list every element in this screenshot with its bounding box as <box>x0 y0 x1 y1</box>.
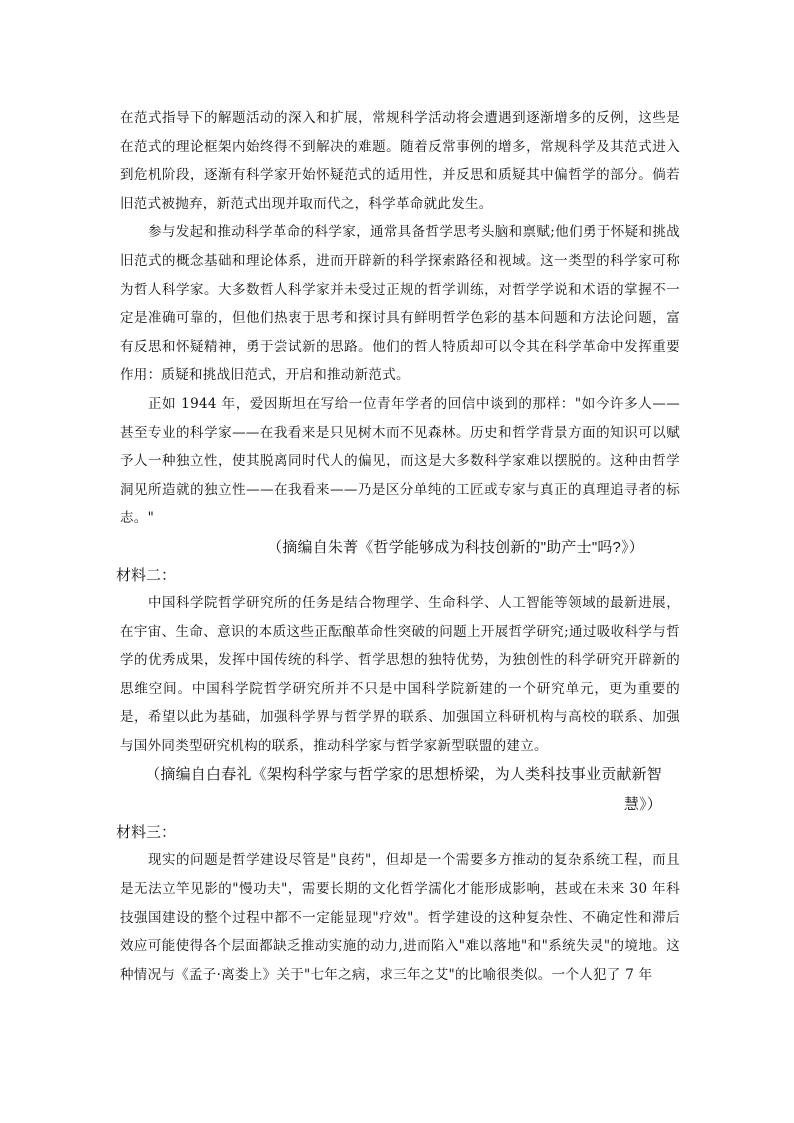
paragraph-einstein-quote: 正如 1944 年，爱因斯坦在写给一位青年学者的回信中谈到的那样："如今许多人——甚至专业的科学家——在我看来是只见树木而不见森林。历史和哲学背景方面的知识可以赋予人一种独立性，使其脱离同时代人的偏见，而这是大多数科学家难以摆脱的。这种由哲学洞见所造就的独立性——在我看来——乃是区分单纯的工匠或专家与真正的真理追寻者的标志。" <box>120 395 680 527</box>
paragraph-philosophy-building: 现实的问题是哲学建设尽管是"良药"，但却是一个需要多方推动的复杂系统工程，而且是无法立竿见影的"慢功夫"，需要长期的文化哲学濡化才能形成影响，甚或在未来 30 年科技强国建设的整个过程中都不一定能显现"疗效"。哲学建设的这种复杂性、不确定性和滞后效应可能使得各个层面都缺乏推动实施的动力,进而陷入"难以落地"和"系统失灵"的境地。这种情况与《孟子·离娄上》关于"七年之病，求三年之艾"的比喻很类似。一个人犯了 7 年 <box>120 852 680 983</box>
paragraph-continuation: 在范式指导下的解题活动的深入和扩展，常规科学活动将会遭遇到逐渐增多的反例，这些是在范式的理论框架内始终得不到解决的难题。随着反常事例的增多，常规科学及其范式进入到危机阶段，逐渐有科学家开始怀疑范式的适用性，并反思和质疑其中偏哲学的部分。倘若旧范式被抛弃，新范式出现并取而代之，科学革命就此发生。 <box>120 110 680 212</box>
document-body <box>116 104 680 989</box>
material-three-heading: 材料三： <box>116 824 177 842</box>
paragraph-institute-mission: 中国科学院哲学研究所的任务是结合物理学、生命科学、人工智能等领域的最新进展，在宇宙、生命、意识的本质这些正酝酿革命性突破的问题上开展哲学研究;通过吸收科学与哲学的优秀成果，发挥中国传统的科学、哲学思想的独特优势，为独创性的科学研究开辟新的思维空间。中国科学院哲学研究所并不只是中国科学院新建的一个研究单元，更为重要的是，希望以此为基础，加强科学界与哲学界的联系、加强国立科研机构与高校的联系、加强与国外同类型研究机构的联系，推动科学家与哲学家新型联盟的建立。 <box>120 594 680 754</box>
source-citation-2: （摘编自白春礼《架构科学家与哲学家的思想桥梁，为人类科技事业贡献新智慧》） <box>145 766 662 814</box>
source-citation-1: （摘编自朱菁《哲学能够成为科技创新的"助产士"吗?》） <box>267 538 644 556</box>
material-two-heading: 材料二： <box>116 566 177 584</box>
paragraph-philosopher-scientist: 参与发起和推动科学革命的科学家，通常具备哲学思考头脑和禀赋;他们勇于怀疑和挑战旧范式的概念基础和理论体系，进而开辟新的科学探索路径和视域。这一类型的科学家可称为哲人科学家。大多数哲人科学家并未受过正规的哲学训练，对哲学学说和术语的掌握不一定是准确可靠的，但他们热衷于思考和探讨具有鲜明哲学色彩的基本问题和方法论问题，富有反思和怀疑精神，勇于尝试新的思路。他们的哲人特质却可以令其在科学革命中发挥重要作用：质疑和挑战旧范式，开启和推动新范式。 <box>120 224 680 384</box>
